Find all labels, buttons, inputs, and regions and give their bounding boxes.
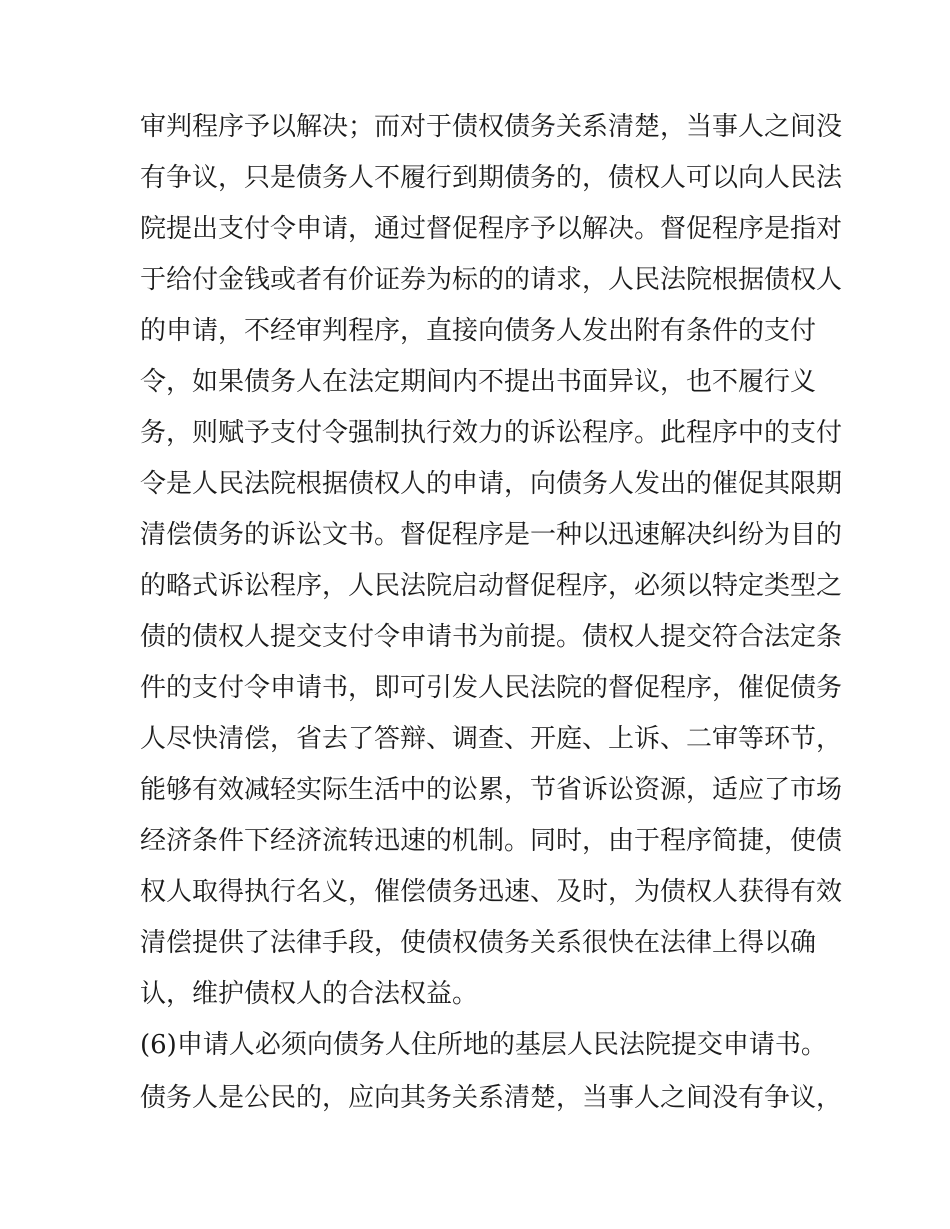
text-line: 经济条件下经济流转迅速的机制。同时，由于程序简捷，使债	[140, 826, 843, 856]
text-line: 权人取得执行名义，催偿债务迅速、及时，为债权人获得有效	[140, 877, 843, 907]
text-line: 人尽快清偿，省去了答辩、调查、开庭、上诉、二审等环节，	[140, 724, 843, 754]
text-line: 的略式诉讼程序，人民法院启动督促程序，必须以特定类型之	[140, 571, 843, 601]
text-line: 清偿债务的诉讼文书。督促程序是一种以迅速解决纠纷为目的	[140, 520, 843, 550]
text-line: 令是人民法院根据债权人的申请，向债务人发出的催促其限期	[140, 469, 843, 499]
text-line: 院提出支付令申请，通过督促程序予以解决。督促程序是指对	[140, 214, 843, 244]
text-line: 的申请，不经审判程序，直接向债务人发出附有条件的支付	[140, 316, 817, 346]
text-line: 认，维护债权人的合法权益。	[140, 979, 479, 1009]
text-line: 审判程序予以解决；而对于债权债务关系清楚，当事人之间没	[140, 112, 843, 142]
text-line: 能够有效减轻实际生活中的讼累，节省诉讼资源，适应了市场	[140, 775, 843, 805]
text-line: 债的债权人提交支付令申请书为前提。债权人提交符合法定条	[140, 622, 843, 652]
text-line: 件的支付令申请书，即可引发人民法院的督促程序，催促债务	[140, 673, 843, 703]
text-line: 清偿提供了法律手段，使债权债务关系很快在法律上得以确	[140, 928, 817, 958]
text-line: 有争议，只是债务人不履行到期债务的，债权人可以向人民法	[140, 163, 843, 193]
list-item-6: (6)申请人必须向债务人住所地的基层人民法院提交申请书。	[140, 1030, 827, 1060]
text-line: 务，则赋予支付令强制执行效力的诉讼程序。此程序中的支付	[140, 418, 843, 448]
text-line: 于给付金钱或者有价证券为标的的请求，人民法院根据债权人	[140, 265, 843, 295]
text-line: 债务人是公民的，应向其务关系清楚，当事人之间没有争议，	[140, 1083, 843, 1113]
text-line: 令，如果债务人在法定期间内不提出书面异议，也不履行义	[140, 367, 817, 397]
